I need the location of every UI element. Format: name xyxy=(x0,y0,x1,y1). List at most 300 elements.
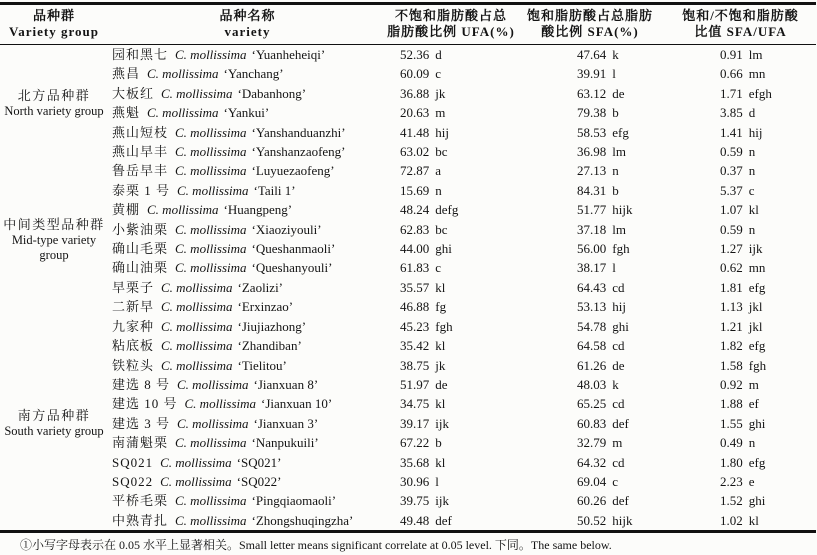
sfa-value: 50.52 xyxy=(577,512,607,528)
ufa-value: 61.83 xyxy=(400,260,430,276)
variety-name-cell xyxy=(108,103,387,122)
sfa-cell xyxy=(515,239,665,258)
variety-name-cell xyxy=(108,239,387,258)
ufa-significance-letters: fgh xyxy=(435,318,453,334)
sfa-significance-letters: hijk xyxy=(612,512,633,528)
ratio-significance-letters: ghi xyxy=(748,493,766,509)
ufa-cell xyxy=(387,394,515,413)
ratio-value: 1.21 xyxy=(720,318,743,334)
ufa-cell xyxy=(387,258,515,277)
ufa-value: 20.63 xyxy=(400,105,430,121)
sfa-value: 48.03 xyxy=(577,376,607,392)
sfa-ufa-ratio-cell xyxy=(665,64,816,83)
ratio-value: 1.88 xyxy=(720,396,743,412)
ufa-cell xyxy=(387,317,515,336)
cultivar-name: ‘Dabanhong’ xyxy=(237,85,307,101)
sfa-value: 56.00 xyxy=(577,241,607,257)
sfa-value: 58.53 xyxy=(577,124,607,140)
sfa-significance-letters: efg xyxy=(612,124,629,140)
ufa-cell xyxy=(387,453,515,472)
ufa-significance-letters: bc xyxy=(435,144,448,160)
table-row xyxy=(0,356,816,375)
species-name: C. mollissima xyxy=(175,124,247,140)
sfa-significance-letters: cd xyxy=(612,454,625,470)
variety-name-cell xyxy=(108,200,387,219)
header-row xyxy=(0,4,816,45)
ratio-value: 0.91 xyxy=(720,47,743,62)
sfa-value: 51.77 xyxy=(577,202,607,218)
table-row xyxy=(0,491,816,510)
sfa-value: 37.18 xyxy=(577,221,607,237)
variety-name-cn: 燕魁 xyxy=(112,105,141,121)
cultivar-name: ‘Queshanmaoli’ xyxy=(251,241,336,257)
sfa-ufa-ratio-cell xyxy=(665,45,816,65)
ratio-value: 1.81 xyxy=(720,279,743,295)
ufa-cell xyxy=(387,45,515,65)
sfa-value: 64.58 xyxy=(577,338,607,354)
sfa-value: 61.26 xyxy=(577,357,607,373)
sfa-significance-letters: def xyxy=(612,493,629,509)
ufa-cell xyxy=(387,433,515,452)
ratio-value: 1.71 xyxy=(720,85,743,101)
species-name: C. mollissima xyxy=(161,279,233,295)
ufa-value: 35.42 xyxy=(400,338,430,354)
ufa-significance-letters: l xyxy=(435,473,439,489)
col-header-variety-name-en: variety xyxy=(224,24,271,39)
ufa-cell xyxy=(387,414,515,433)
col-header-variety-name xyxy=(108,4,387,45)
variety-name-cn: 确山毛栗 xyxy=(112,241,169,257)
species-name: C. mollissima xyxy=(175,493,247,509)
ufa-significance-letters: kl xyxy=(435,338,446,354)
ratio-value: 0.66 xyxy=(720,66,743,82)
variety-name-cell xyxy=(108,278,387,297)
variety-name-cell xyxy=(108,394,387,413)
sfa-cell xyxy=(515,161,665,180)
variety-name-cn: 建选 8 号 xyxy=(112,376,171,392)
cultivar-name: ‘Huangpeng’ xyxy=(223,202,293,218)
ratio-significance-letters: m xyxy=(748,376,759,392)
col-header-sfa-line2: 酸比例 SFA(%) xyxy=(541,24,639,39)
sfa-cell xyxy=(515,491,665,510)
cultivar-name: ‘Tielitou’ xyxy=(237,357,287,373)
sfa-significance-letters: cd xyxy=(612,279,625,295)
species-name: C. mollissima xyxy=(177,415,249,431)
sfa-ufa-ratio-cell xyxy=(665,453,816,472)
variety-group-cell xyxy=(0,161,108,316)
sfa-significance-letters: fgh xyxy=(612,241,630,257)
table-row xyxy=(0,181,816,200)
sfa-cell xyxy=(515,45,665,65)
variety-name-cell xyxy=(108,414,387,433)
ufa-value: 52.36 xyxy=(400,47,430,62)
sfa-cell xyxy=(515,200,665,219)
cultivar-name: ‘SQ021’ xyxy=(236,454,282,470)
col-header-sfa-line1: 饱和脂肪酸占总脂肪 xyxy=(526,8,653,23)
ufa-value: 51.97 xyxy=(400,376,430,392)
ufa-cell xyxy=(387,161,515,180)
variety-name-cn: SQ021 xyxy=(112,454,154,470)
ufa-significance-letters: bc xyxy=(435,221,448,237)
species-name: C. mollissima xyxy=(160,473,232,489)
ufa-significance-letters: c xyxy=(435,66,442,82)
variety-group-name-cn: 中间类型品种群 xyxy=(3,216,105,232)
cultivar-name: ‘Zhandiban’ xyxy=(237,338,302,354)
ufa-significance-letters: kl xyxy=(435,279,446,295)
species-name: C. mollissima xyxy=(175,241,247,257)
variety-name-cell xyxy=(108,375,387,394)
table-row xyxy=(0,394,816,413)
sfa-significance-letters: m xyxy=(612,435,623,451)
cultivar-name: ‘Xiaoziyouli’ xyxy=(251,221,322,237)
variety-name-cn: 铁粒头 xyxy=(112,357,155,373)
sfa-cell xyxy=(515,375,665,394)
ufa-significance-letters: jk xyxy=(435,357,446,373)
table-row xyxy=(0,317,816,336)
species-name: C. mollissima xyxy=(161,357,233,373)
ufa-cell xyxy=(387,64,515,83)
species-name: C. mollissima xyxy=(161,318,233,334)
ratio-value: 3.85 xyxy=(720,105,743,121)
col-header-variety-group-cn: 品种群 xyxy=(32,8,75,23)
table-row xyxy=(0,433,816,452)
sfa-cell xyxy=(515,64,665,83)
sfa-cell xyxy=(515,453,665,472)
species-name: C. mollissima xyxy=(184,396,257,412)
sfa-significance-letters: de xyxy=(612,85,625,101)
col-header-ufa-line1: 不饱和脂肪酸占总 xyxy=(394,8,507,23)
sfa-ufa-ratio-cell xyxy=(665,394,816,413)
ratio-value: 1.27 xyxy=(720,241,743,257)
species-name: C. mollissima xyxy=(147,105,219,121)
ufa-significance-letters: a xyxy=(435,163,442,179)
sfa-value: 54.78 xyxy=(577,318,607,334)
ratio-value: 5.37 xyxy=(720,182,743,198)
col-header-ufa-line2: 脂肪酸比例 UFA(%) xyxy=(387,24,515,39)
ufa-significance-letters: m xyxy=(435,105,446,121)
sfa-ufa-ratio-cell xyxy=(665,142,816,161)
ufa-significance-letters: jk xyxy=(435,85,446,101)
ratio-value: 0.59 xyxy=(720,221,743,237)
sfa-value: 38.17 xyxy=(577,260,607,276)
ufa-value: 15.69 xyxy=(400,182,430,198)
ufa-value: 62.83 xyxy=(400,221,430,237)
ufa-cell xyxy=(387,375,515,394)
table-row xyxy=(0,103,816,122)
ufa-cell xyxy=(387,278,515,297)
sfa-value: 84.31 xyxy=(577,182,607,198)
cultivar-name: ‘Zaolizi’ xyxy=(237,279,284,295)
ratio-value: 1.13 xyxy=(720,299,743,315)
variety-name-cell xyxy=(108,123,387,142)
ratio-significance-letters: efg xyxy=(748,279,766,295)
sfa-cell xyxy=(515,181,665,200)
species-name: C. mollissima xyxy=(175,144,247,160)
table-row xyxy=(0,278,816,297)
ratio-significance-letters: c xyxy=(748,182,755,198)
variety-name-cn: 中熟青扎 xyxy=(112,512,169,528)
variety-name-cell xyxy=(108,433,387,452)
ratio-value: 1.02 xyxy=(720,512,743,528)
sfa-significance-letters: b xyxy=(612,182,619,198)
variety-name-cell xyxy=(108,472,387,491)
variety-name-cn: 黄棚 xyxy=(112,202,141,218)
sfa-ufa-ratio-cell xyxy=(665,161,816,180)
cultivar-name: ‘Nanpukuili’ xyxy=(251,435,319,451)
variety-name-cn: 建选 10 号 xyxy=(112,396,178,412)
variety-name-cn: 二新早 xyxy=(112,299,155,315)
cultivar-name: ‘Zhongshuqingzha’ xyxy=(251,512,354,528)
sfa-cell xyxy=(515,297,665,316)
ratio-significance-letters: ijk xyxy=(748,241,763,257)
ufa-cell xyxy=(387,103,515,122)
ufa-significance-letters: d xyxy=(435,47,442,62)
ufa-value: 48.24 xyxy=(400,202,430,218)
table-row xyxy=(0,161,816,180)
variety-name-cn: 泰栗 1 号 xyxy=(112,182,171,198)
table-row xyxy=(0,123,816,142)
ufa-value: 35.57 xyxy=(400,279,430,295)
variety-name-cn: 九家种 xyxy=(112,318,155,334)
ratio-value: 0.62 xyxy=(720,260,743,276)
ratio-significance-letters: n xyxy=(748,435,756,451)
cultivar-name: ‘Jianxuan 3’ xyxy=(253,415,319,431)
ufa-cell xyxy=(387,297,515,316)
ratio-significance-letters: lm xyxy=(748,47,763,62)
sfa-value: 27.13 xyxy=(577,163,607,179)
sfa-cell xyxy=(515,258,665,277)
ratio-significance-letters: d xyxy=(748,105,756,121)
table-row xyxy=(0,375,816,394)
variety-name-cn: SQ022 xyxy=(112,473,154,489)
ratio-significance-letters: n xyxy=(748,221,756,237)
variety-group-name-en: South variety group xyxy=(4,424,104,439)
sfa-ufa-ratio-cell xyxy=(665,297,816,316)
ratio-significance-letters: kl xyxy=(748,512,759,528)
sfa-ufa-ratio-cell xyxy=(665,200,816,219)
ufa-significance-letters: fg xyxy=(435,299,447,315)
sfa-ufa-ratio-cell xyxy=(665,258,816,277)
ratio-value: 1.58 xyxy=(720,357,743,373)
col-header-ratio-line1: 饱和/不饱和脂肪酸 xyxy=(682,8,799,23)
sfa-significance-letters: k xyxy=(612,376,619,392)
sfa-value: 79.38 xyxy=(577,105,607,121)
ufa-cell xyxy=(387,142,515,161)
sfa-ufa-ratio-cell xyxy=(665,181,816,200)
sfa-value: 47.64 xyxy=(577,47,607,62)
ufa-significance-letters: def xyxy=(435,512,452,528)
variety-group-name-cn: 北方品种群 xyxy=(17,88,91,104)
table-row xyxy=(0,472,816,491)
sfa-value: 60.26 xyxy=(577,493,607,509)
ufa-cell xyxy=(387,336,515,355)
species-name: C. mollissima xyxy=(161,85,233,101)
variety-name-cell xyxy=(108,220,387,239)
ratio-value: 0.49 xyxy=(720,435,743,451)
sfa-value: 69.04 xyxy=(577,473,607,489)
ufa-value: 39.75 xyxy=(400,493,430,509)
sfa-significance-letters: ghi xyxy=(612,318,629,334)
variety-name-cell xyxy=(108,64,387,83)
sfa-cell xyxy=(515,317,665,336)
sfa-value: 64.43 xyxy=(577,279,607,295)
ufa-value: 44.00 xyxy=(400,241,430,257)
sfa-significance-letters: hijk xyxy=(612,202,633,218)
ratio-value: 1.80 xyxy=(720,454,743,470)
variety-name-cell xyxy=(108,356,387,375)
col-header-variety-name-cn: 品种名称 xyxy=(219,8,276,23)
variety-group-name-en: Mid-type variety group xyxy=(11,232,97,262)
sfa-cell xyxy=(515,472,665,491)
col-header-sfa xyxy=(515,4,665,45)
species-name: C. mollissima xyxy=(147,202,219,218)
table-row xyxy=(0,258,816,277)
sfa-significance-letters: cd xyxy=(612,396,625,412)
cultivar-name: ‘Jiujiazhong’ xyxy=(237,318,307,334)
table-body xyxy=(0,45,816,532)
ratio-significance-letters: jkl xyxy=(748,299,763,315)
ufa-significance-letters: de xyxy=(435,376,448,392)
variety-name-cn: 南蒲魁栗 xyxy=(112,435,169,451)
col-header-ufa xyxy=(387,4,515,45)
sfa-cell xyxy=(515,336,665,355)
col-header-variety-group xyxy=(0,4,108,45)
ufa-value: 41.48 xyxy=(400,124,430,140)
species-name: C. mollissima xyxy=(175,435,247,451)
cultivar-name: ‘Erxinzao’ xyxy=(237,299,294,315)
sfa-value: 60.83 xyxy=(577,415,607,431)
variety-name-cn: 燕山短枝 xyxy=(112,124,169,140)
sfa-cell xyxy=(515,84,665,103)
ufa-significance-letters: ijk xyxy=(435,415,449,431)
ufa-cell xyxy=(387,472,515,491)
species-name: C. mollissima xyxy=(147,66,219,82)
ufa-value: 49.48 xyxy=(400,512,430,528)
sfa-ufa-ratio-cell xyxy=(665,123,816,142)
sfa-cell xyxy=(515,511,665,532)
table-row xyxy=(0,45,816,65)
sfa-ufa-ratio-cell xyxy=(665,336,816,355)
sfa-cell xyxy=(515,103,665,122)
variety-name-cell xyxy=(108,297,387,316)
variety-group-cell xyxy=(0,317,108,532)
ratio-significance-letters: ghi xyxy=(748,415,766,431)
variety-group-name-en: North variety group xyxy=(4,104,104,119)
ratio-significance-letters: e xyxy=(748,473,755,489)
species-name: C. mollissima xyxy=(175,163,247,179)
sfa-value: 32.79 xyxy=(577,435,607,451)
cultivar-name: ‘Queshanyouli’ xyxy=(251,260,333,276)
ufa-significance-letters: kl xyxy=(435,396,446,412)
variety-name-cell xyxy=(108,511,387,532)
sfa-significance-letters: hij xyxy=(612,299,626,315)
sfa-ufa-ratio-cell xyxy=(665,220,816,239)
col-header-ratio-line2: 比值 SFA/UFA xyxy=(694,24,787,39)
ufa-significance-letters: defg xyxy=(435,202,459,218)
cultivar-name: ‘Jianxuan 10’ xyxy=(261,396,333,412)
variety-group-cell xyxy=(0,45,108,162)
ratio-significance-letters: efg xyxy=(748,454,766,470)
variety-name-cn: 大板红 xyxy=(112,85,155,101)
sfa-cell xyxy=(515,142,665,161)
sfa-value: 63.12 xyxy=(577,85,607,101)
ufa-value: 45.23 xyxy=(400,318,430,334)
ufa-cell xyxy=(387,356,515,375)
ufa-cell xyxy=(387,123,515,142)
ratio-significance-letters: n xyxy=(748,144,756,160)
variety-name-cn: 确山油栗 xyxy=(112,260,169,276)
sfa-significance-letters: l xyxy=(612,260,616,276)
ufa-significance-letters: hij xyxy=(435,124,449,140)
table-row xyxy=(0,336,816,355)
ratio-significance-letters: jkl xyxy=(748,318,763,334)
sfa-ufa-ratio-cell xyxy=(665,472,816,491)
ufa-cell xyxy=(387,511,515,532)
sfa-ufa-ratio-cell xyxy=(665,278,816,297)
table-row xyxy=(0,453,816,472)
ufa-value: 67.22 xyxy=(400,435,430,451)
fatty-acid-ratio-table xyxy=(0,2,816,533)
sfa-cell xyxy=(515,414,665,433)
ufa-significance-letters: n xyxy=(435,182,442,198)
ratio-value: 1.41 xyxy=(720,124,743,140)
sfa-significance-letters: n xyxy=(612,163,619,179)
species-name: C. mollissima xyxy=(175,512,247,528)
sfa-cell xyxy=(515,433,665,452)
variety-name-cn: 燕山早丰 xyxy=(112,144,169,160)
ufa-cell xyxy=(387,181,515,200)
ufa-significance-letters: kl xyxy=(435,454,446,470)
variety-name-cell xyxy=(108,336,387,355)
sfa-significance-letters: lm xyxy=(612,144,626,160)
ratio-value: 0.92 xyxy=(720,376,743,392)
sfa-value: 64.32 xyxy=(577,454,607,470)
ufa-cell xyxy=(387,220,515,239)
table-row xyxy=(0,200,816,219)
species-name: C. mollissima xyxy=(177,376,249,392)
table-row xyxy=(0,142,816,161)
ratio-significance-letters: mn xyxy=(748,66,766,82)
ufa-significance-letters: c xyxy=(435,260,442,276)
ufa-cell xyxy=(387,239,515,258)
sfa-cell xyxy=(515,356,665,375)
sfa-ufa-ratio-cell xyxy=(665,375,816,394)
ratio-significance-letters: kl xyxy=(748,202,759,218)
table-header xyxy=(0,4,816,45)
sfa-cell xyxy=(515,123,665,142)
sfa-ufa-ratio-cell xyxy=(665,317,816,336)
ratio-value: 1.82 xyxy=(720,338,743,354)
sfa-significance-letters: k xyxy=(612,47,619,62)
cultivar-name: ‘Yanchang’ xyxy=(223,66,284,82)
ufa-cell xyxy=(387,491,515,510)
sfa-significance-letters: def xyxy=(612,415,629,431)
species-name: C. mollissima xyxy=(160,454,232,470)
col-header-variety-group-en: Variety group xyxy=(9,24,99,39)
ufa-value: 35.68 xyxy=(400,454,430,470)
ratio-significance-letters: ef xyxy=(748,396,759,412)
ufa-significance-letters: ghi xyxy=(435,241,452,257)
ufa-cell xyxy=(387,84,515,103)
variety-name-cell xyxy=(108,258,387,277)
ratio-value: 2.23 xyxy=(720,473,743,489)
sfa-cell xyxy=(515,220,665,239)
ufa-value: 30.96 xyxy=(400,473,430,489)
cultivar-name: ‘Taili 1’ xyxy=(253,182,296,198)
sfa-ufa-ratio-cell xyxy=(665,103,816,122)
ufa-cell xyxy=(387,200,515,219)
sfa-ufa-ratio-cell xyxy=(665,491,816,510)
